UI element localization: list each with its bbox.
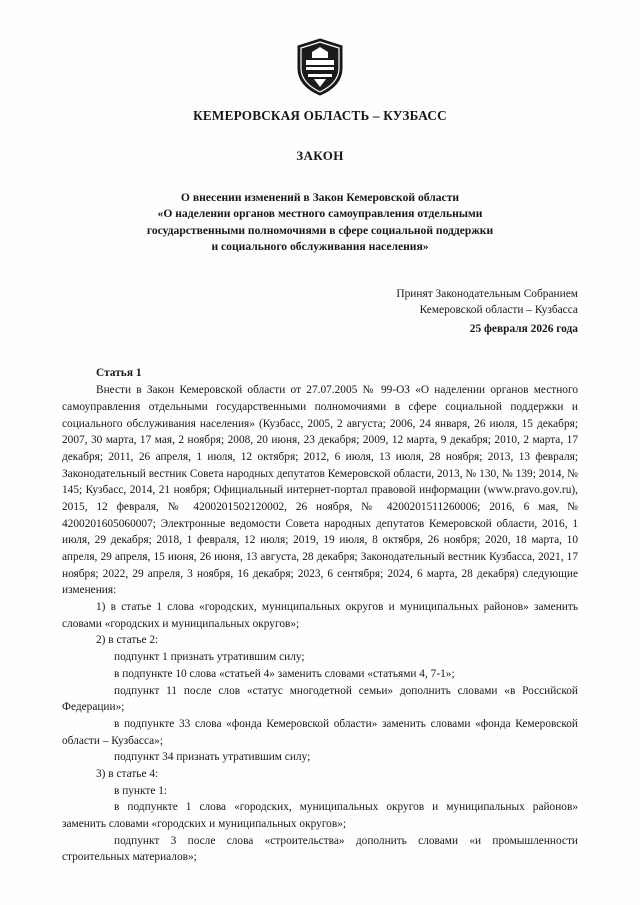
article-paragraph: 1) в статье 1 слова «городских, муниципальных округов и муниципальных районов» заменить словами «городских и муниципальных округов»;: [62, 601, 578, 630]
article-paragraph: подпункт 1 признать утратившим силу;: [114, 651, 305, 664]
adoption-line-2: Кемеровской области – Кузбасса: [419, 304, 578, 317]
article-paragraph: 3) в статье 4:: [96, 767, 159, 780]
article-paragraph: в подпункте 33 слова «фонда Кемеровской области» заменить словами «фонда Кемеровской области – Кузбасса»;: [62, 717, 578, 747]
document-title-line: государственными полномочиями в сфере социальной поддержки: [146, 223, 494, 237]
coat-of-arms-icon: [62, 38, 578, 100]
adoption-line-1: Принят Законодательным Собранием: [396, 287, 578, 300]
article-paragraph: в подпункте 1 слова «городских, муниципальных округов и муниципальных районов» заменить словами «городских и муниципальных округов»;: [62, 801, 578, 830]
document-title: [62, 190, 578, 256]
article-body: [62, 382, 578, 865]
document-title-line: и социального обслуживания населения»: [211, 240, 429, 254]
article-heading: Статья 1: [96, 367, 142, 380]
region-title: КЕМЕРОВСКАЯ ОБЛАСТЬ – КУЗБАСС: [193, 108, 447, 123]
document-title-line: О внесении изменений в Закон Кемеровской области: [180, 191, 460, 204]
adoption-block: [62, 286, 578, 338]
article-paragraph: в пункте 1:: [114, 784, 168, 797]
adoption-date: 25 февраля 2026 года: [469, 322, 578, 335]
article-paragraph: в подпункте 10 слова «статьей 4» заменить словами «статьями 4, 7-1»;: [114, 667, 455, 680]
article-paragraph: 2) в статье 2:: [96, 634, 159, 647]
article-paragraph: подпункт 3 после слова «строительства» дополнить словами «и промышленности строительных материалов»;: [62, 834, 578, 864]
article-paragraph: подпункт 34 признать утратившим силу;: [114, 751, 311, 764]
article-paragraph: подпункт 11 после слов «статус многодетной семьи» дополнить словами «в Российской Федерации»;: [62, 684, 578, 714]
document-type: ЗАКОН: [296, 148, 344, 163]
article-paragraph: Внести в Закон Кемеровской области от 27.07.2005 № 99-ОЗ «О наделении органов местного самоуправления отдельными государственными полномочиями в сфере социальной поддержки и социального обслуживания населения» (Кузбасс, 2005, 2 августа; 2006, 24 января, 26 июля, 15 декабря; 2007, 30 марта, 17 мая, 2 ноября; 2008, 20 июня, 23 декабря; 2009, 12 марта, 9 декабря; 2010, 2 марта, 17 декабря; 2011, 26 апреля, 1 июля, 12 октября; 2012, 6 июля, 13 июля, 28 ноября; 2013, 13 февраля; Законодательный вестник Совета народных депутатов Кемеровской области, 2013, № 130, № 139; 2014, № 145; Кузбасс, 2014, 21 ноября; Официальный интернет-портал правовой информации (www.pravo.gov.ru), 2015, 12 февраля, № 4200201502120002, 26 ноября, № 4200201511260006; 2016, 6 мая, № 4200201605060007; Электронные ведомости Совета народных депутатов Кемеровской области, 2016, 1 июля, 29 декабря; 2018, 1 февраля, 12 июля; 2019, 19 июля, 8 октября, 26 ноября; 2020, 18 марта, 10 апреля, 29 апреля, 15 июня, 26 июня, 13 августа, 28 декабря; Законодательный вестник Кузбасса, 2021, 17 ноября; 2022, 29 апреля, 3 ноября, 16 декабря; 2023, 6 сентября; 2024, 6 марта, 28 декабря) следующие изменения:: [62, 384, 578, 597]
document-title-line: «О наделении органов местного самоуправления отдельными: [157, 207, 483, 221]
